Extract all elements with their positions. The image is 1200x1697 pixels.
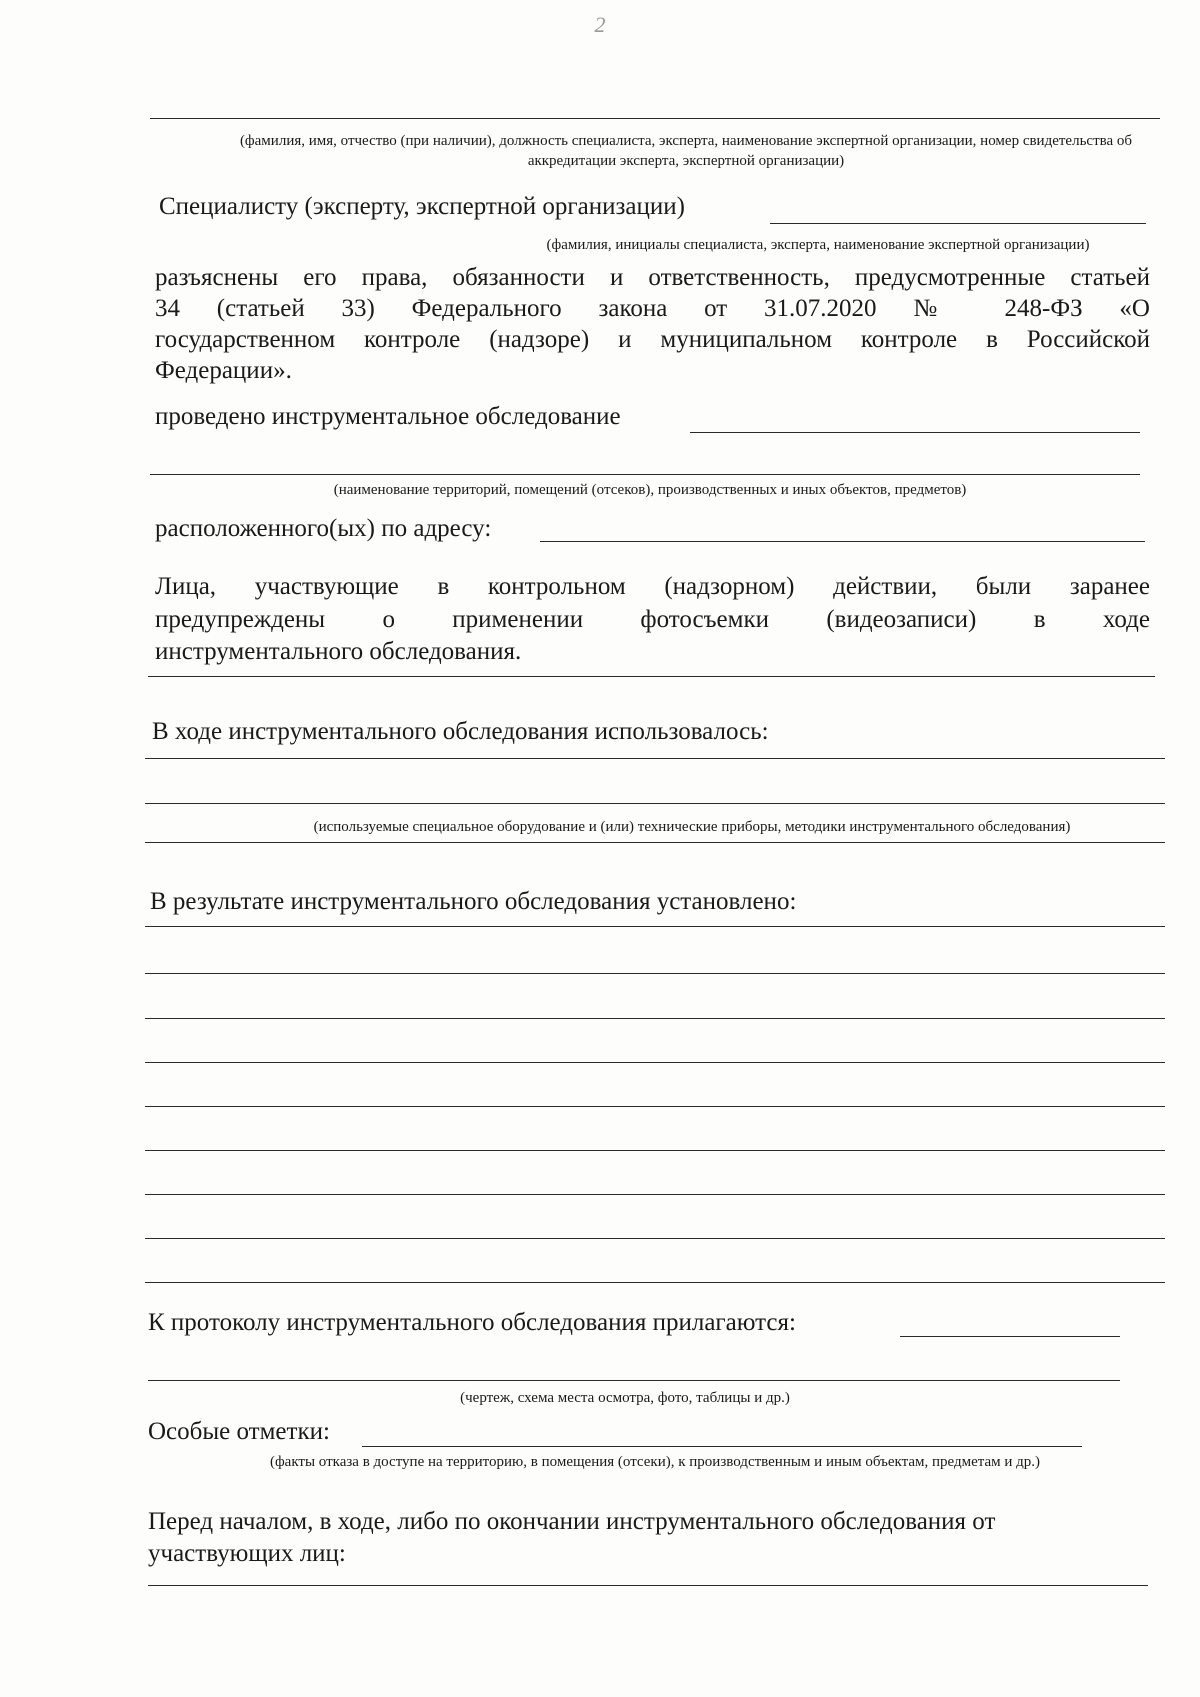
result-line-8[interactable] [145,1238,1165,1239]
result-line-7[interactable] [145,1194,1165,1195]
result-line-3[interactable] [145,1018,1165,1019]
survey-object-line-2[interactable] [150,474,1140,475]
warning-line-3: инструментального обследования. [155,638,522,665]
address-label: расположенного(ых) по адресу: [155,515,492,542]
specialist-short-line[interactable] [770,223,1146,224]
participants-line[interactable] [148,1585,1148,1586]
result-label: В результате инструментального обследования установлено: [150,888,797,915]
specialist-label: Специалисту (эксперту, экспертной организации) [159,193,685,220]
equipment-line-2[interactable] [145,803,1165,804]
rights-line-3: государственном контроле (надзоре) и муниципальном контроле в Российской [155,326,1150,353]
notes-caption: (факты отказа в доступе на территорию, в помещения (отсеки), к производственным и иным объектам, предметам и др.) [269,1454,1041,1470]
objects-caption: (наименование территорий, помещений (отсеков), производственных и иных объектов, предметов) [333,482,967,498]
attachments-line-2[interactable] [148,1380,1120,1381]
equipment-label: В ходе инструментального обследования использовалось: [152,718,769,745]
equipment-line-1[interactable] [145,758,1165,759]
attachments-label: К протоколу инструментального обследования прилагаются: [148,1309,796,1336]
survey-object-line-1[interactable] [690,432,1140,433]
result-line-1[interactable] [145,926,1165,927]
warning-underline [148,676,1155,677]
rights-line-4: Федерации». [155,357,292,384]
notes-line[interactable] [362,1446,1082,1447]
specialist-short-caption: (фамилия, инициалы специалиста, эксперта, наименование экспертной организации) [546,237,1090,253]
result-line-2[interactable] [145,973,1165,974]
result-line-6[interactable] [145,1150,1165,1151]
attachments-caption: (чертеж, схема места осмотра, фото, таблицы и др.) [460,1390,790,1406]
attachments-line-1[interactable] [900,1336,1120,1337]
notes-label: Особые отметки: [148,1418,330,1445]
equipment-caption: (используемые специальное оборудование и (или) технические приборы, методики инструментального обследования) [313,819,1071,835]
page-number: 2 [594,12,606,37]
survey-label: проведено инструментальное обследование [155,403,621,430]
participants-line-1: Перед началом, в ходе, либо по окончании инструментального обследования от [148,1508,996,1535]
address-line[interactable] [540,541,1145,542]
result-line-5[interactable] [145,1106,1165,1107]
specialist-name-line[interactable] [150,118,1160,119]
participants-line-2: участвующих лиц: [148,1540,346,1567]
result-line-9[interactable] [145,1282,1165,1283]
specialist-name-caption: (фамилия, имя, отчество (при наличии), должность специалиста, эксперта, наименование экспертной организации, номер свидетельства об аккредитации эксперта, экспертной организации) [239,133,1133,169]
warning-line-2: предупреждены о применении фотосъемки (видеозаписи) в ходе [155,606,1150,633]
warning-line-1: Лица, участвующие в контрольном (надзорном) действии, были заранее [155,573,1150,600]
result-line-4[interactable] [145,1062,1165,1063]
rights-line-1: разъяснены его права, обязанности и ответственность, предусмотренные статьей [155,264,1150,291]
rights-line-2: 34 (статьей 33) Федерального закона от 31.07.2020 № 248-ФЗ «О [155,295,1150,322]
equipment-line-3[interactable] [145,842,1165,843]
